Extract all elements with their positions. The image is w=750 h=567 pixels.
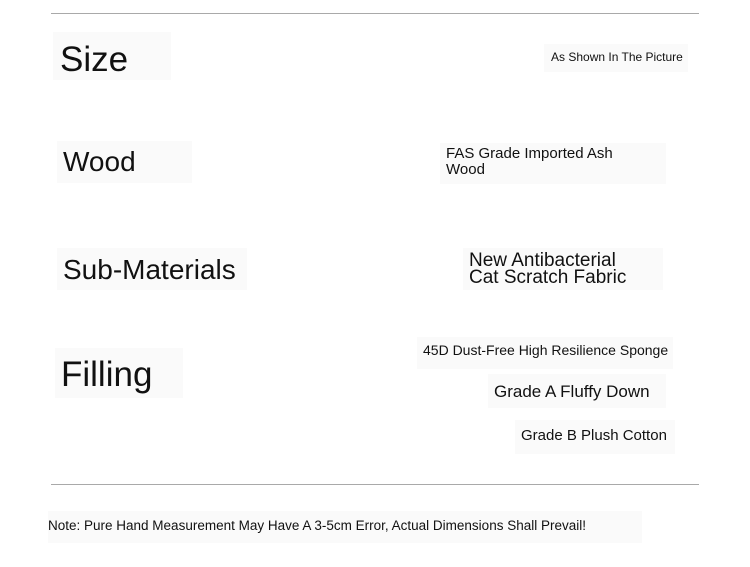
filling-value-sponge: 45D Dust-Free High Resilience Sponge	[417, 337, 673, 369]
wood-value: FAS Grade Imported Ash Wood	[446, 145, 613, 178]
sub-materials-label: Sub-Materials	[57, 248, 247, 290]
sub-materials-value: New Antibacterial Cat Scratch Fabric	[469, 250, 627, 289]
bottom-divider	[51, 484, 699, 485]
size-label: Size	[53, 32, 171, 80]
filling-value-down: Grade A Fluffy Down	[488, 374, 666, 408]
sub-materials-value-box	[463, 248, 663, 290]
wood-label: Wood	[57, 141, 192, 183]
top-divider	[51, 13, 699, 14]
size-value: As Shown In The Picture	[544, 44, 688, 72]
filling-value-cotton: Grade B Plush Cotton	[515, 420, 675, 454]
filling-label: Filling	[55, 348, 183, 398]
measurement-note: Note: Pure Hand Measurement May Have A 3-5cm Error, Actual Dimensions Shall Prevail!	[48, 511, 642, 543]
wood-value-box	[440, 143, 666, 184]
